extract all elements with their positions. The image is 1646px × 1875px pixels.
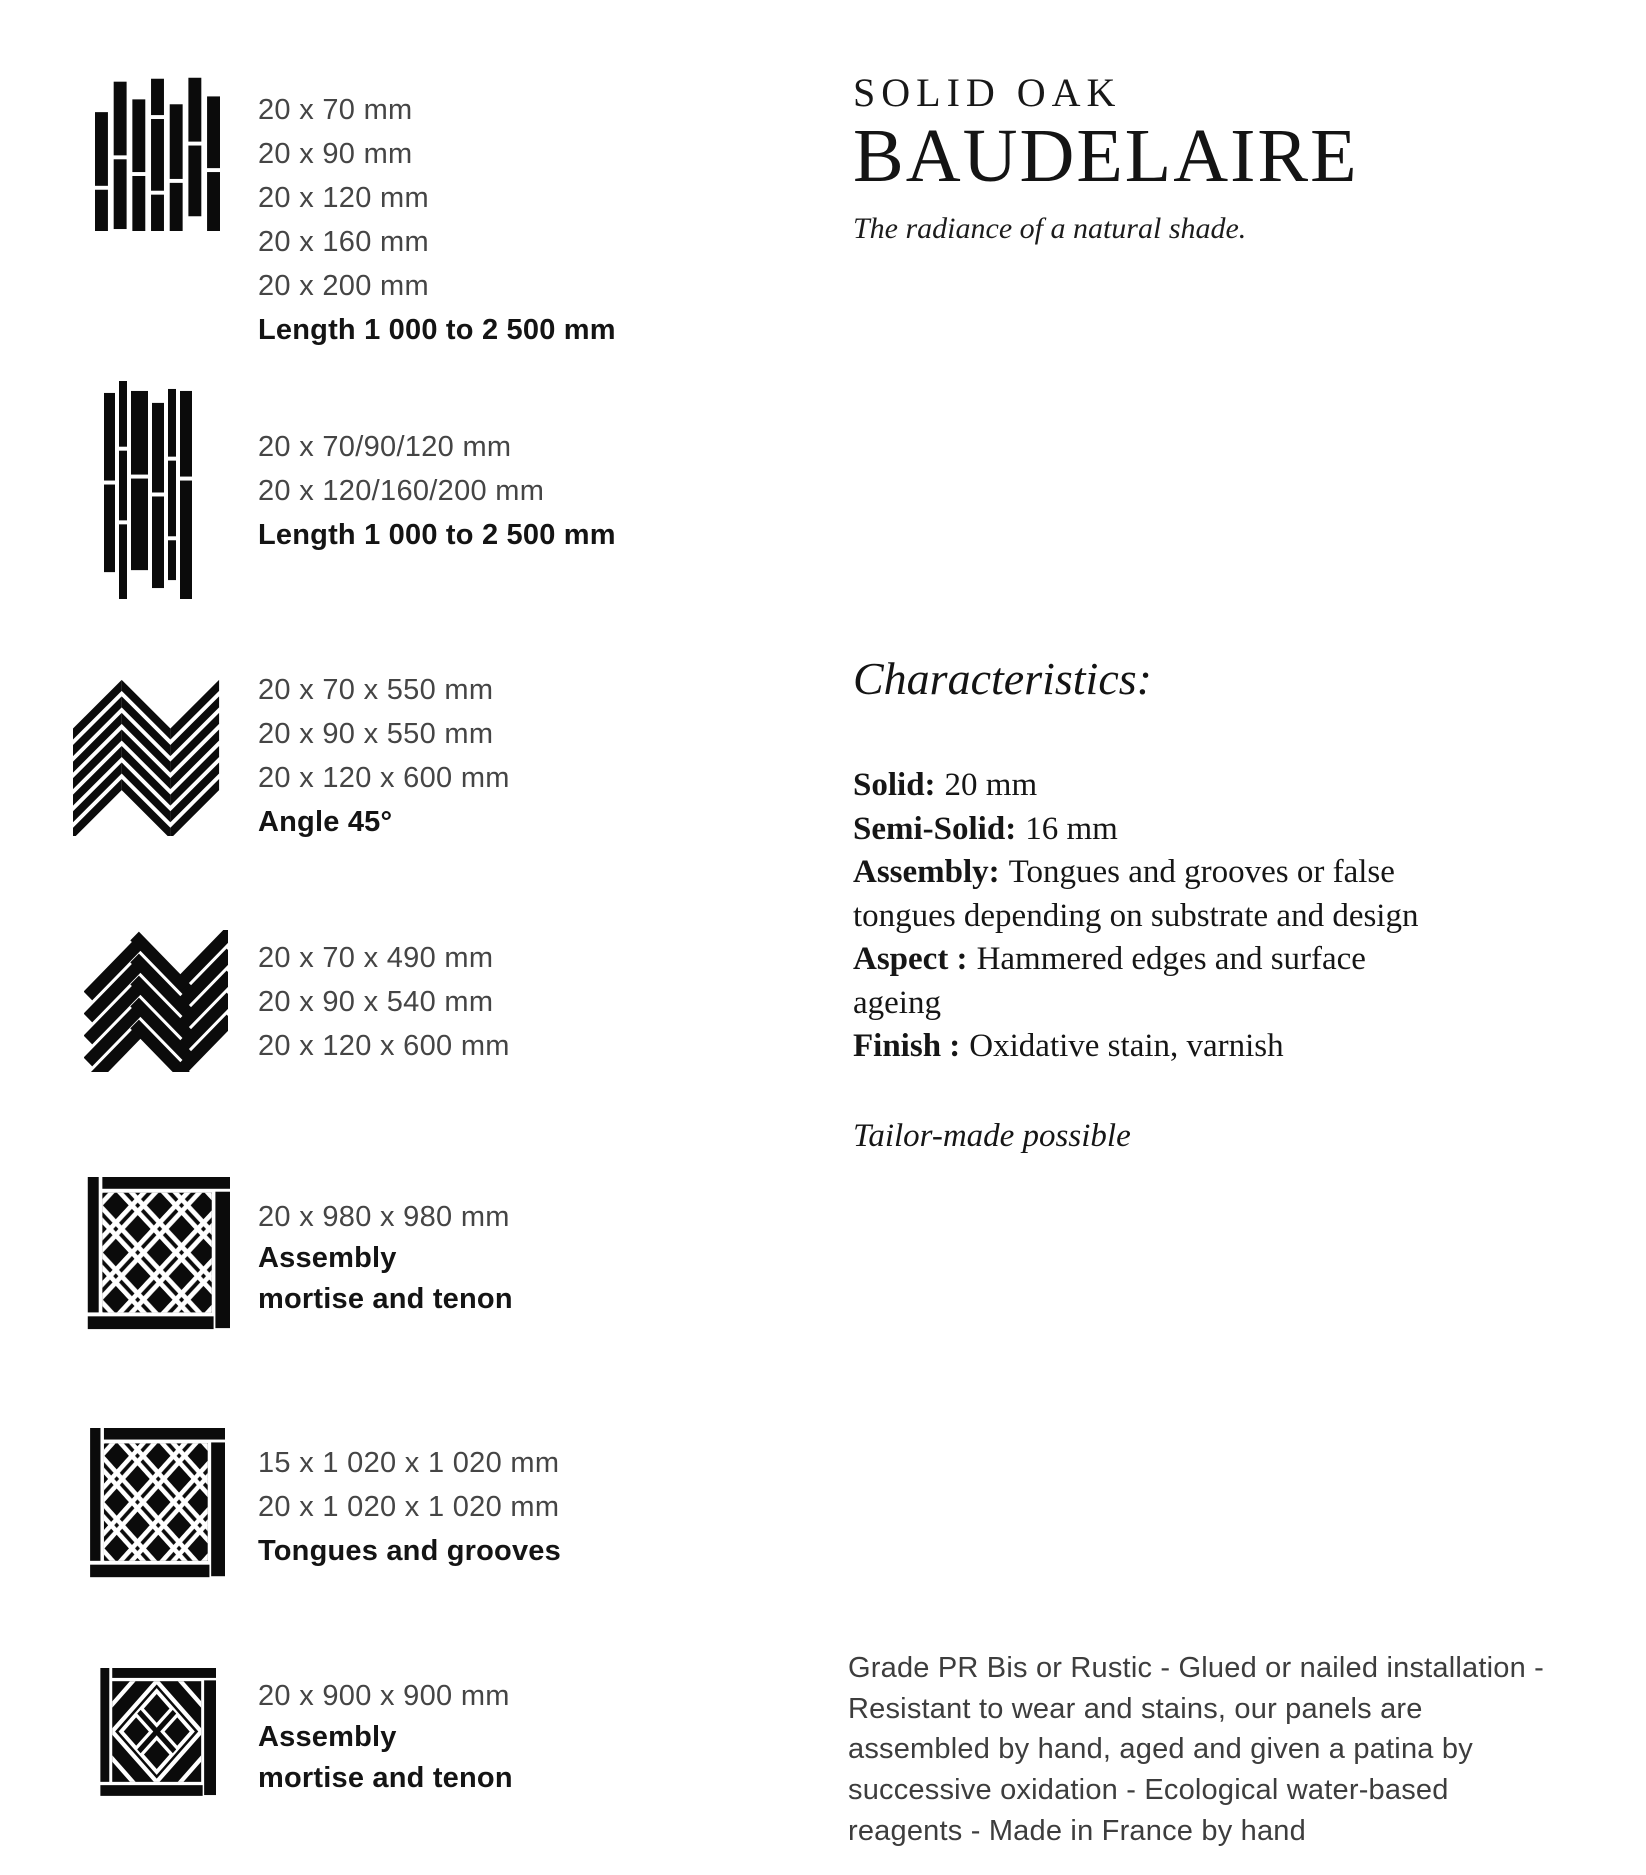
dimension-line: 20 x 120 mm: [258, 182, 429, 214]
format-note: mortise and tenon: [258, 1762, 513, 1794]
dimension-line: 20 x 1 020 x 1 020 mm: [258, 1491, 560, 1523]
format-note: Angle 45°: [258, 806, 393, 838]
tailor-made-note: Tailor-made possible: [853, 1118, 1131, 1154]
dimension-line: 20 x 120 x 600 mm: [258, 762, 510, 794]
product-header: [853, 70, 1359, 246]
dimension-line: 20 x 70 x 490 mm: [258, 942, 494, 974]
format-2-dims: [258, 425, 616, 557]
spec-assembly: [853, 851, 1453, 938]
spec-label: Solid:: [853, 767, 936, 803]
format-note: Assembly: [258, 1242, 397, 1274]
spec-semi-solid: [853, 808, 1453, 852]
spec-value: 16 mm: [1025, 810, 1118, 847]
dimension-line: 20 x 90 x 550 mm: [258, 718, 494, 750]
format-note: Length 1 000 to 2 500 mm: [258, 314, 616, 346]
random-length-strips-icon: [95, 64, 220, 231]
characteristics-heading: Characteristics:: [853, 653, 1152, 704]
mixed-width-planks-icon: [104, 381, 192, 600]
dimension-line: 20 x 70 mm: [258, 94, 413, 126]
product-title: BAUDELAIRE: [853, 114, 1359, 198]
spec-value: Tongues and grooves or false tongues depending on substrate and design: [853, 854, 1419, 934]
format-1-dims: [258, 88, 616, 352]
spec-aspect: [853, 938, 1453, 1025]
format-note: Tongues and grooves: [258, 1535, 561, 1567]
format-4-dims: [258, 936, 510, 1068]
dimension-line: 15 x 1 020 x 1 020 mm: [258, 1447, 560, 1479]
characteristics-list: [853, 764, 1453, 1069]
spec-label: Aspect :: [853, 941, 968, 977]
format-5-dims: [258, 1197, 513, 1320]
format-note: mortise and tenon: [258, 1283, 513, 1315]
dimension-line: 20 x 70 x 550 mm: [258, 674, 494, 706]
spec-finish: [853, 1025, 1453, 1069]
format-7-dims: [258, 1676, 513, 1799]
spec-label: Assembly:: [853, 854, 1000, 890]
woven-panel-icon: [78, 1428, 225, 1582]
footer-description: Grade PR Bis or Rustic - Glued or nailed installation - Resistant to wear and stains, our panels are assembled by hand, aged and given a patina by successive oxidation - Ecological water-based reagents - Made in France by hand: [848, 1652, 1545, 1847]
dimension-line: 20 x 900 x 900 mm: [258, 1680, 510, 1712]
dimension-line: 20 x 160 mm: [258, 226, 429, 258]
dimension-line: 20 x 980 x 980 mm: [258, 1201, 510, 1233]
format-note: Length 1 000 to 2 500 mm: [258, 519, 616, 551]
format-3-dims: [258, 668, 510, 844]
dimension-line: 20 x 120 x 600 mm: [258, 1030, 510, 1062]
dimension-line: 20 x 90 x 540 mm: [258, 986, 494, 1018]
format-6-dims: [258, 1441, 561, 1573]
woven-panel-icon: [75, 1177, 230, 1334]
chevron-parquet-icon: [73, 678, 220, 836]
product-tagline: The radiance of a natural shade.: [853, 212, 1247, 245]
spec-value: 20 mm: [944, 767, 1038, 803]
spec-solid: [853, 764, 1453, 808]
dimension-line: 20 x 200 mm: [258, 270, 429, 302]
dimension-line: 20 x 70/90/120 mm: [258, 431, 512, 463]
herringbone-parquet-icon: [84, 930, 228, 1072]
product-kicker: SOLID OAK: [853, 70, 1122, 115]
diamond-panel-icon: [90, 1668, 216, 1800]
spec-label: Finish :: [853, 1028, 961, 1064]
spec-value: Hammered edges and surface ageing: [853, 941, 1366, 1021]
dimension-line: 20 x 90 mm: [258, 138, 413, 170]
format-note: Assembly: [258, 1721, 397, 1753]
spec-value: Oxidative stain, varnish: [969, 1028, 1284, 1064]
spec-label: Semi-Solid:: [853, 810, 1017, 847]
dimension-line: 20 x 120/160/200 mm: [258, 475, 545, 507]
